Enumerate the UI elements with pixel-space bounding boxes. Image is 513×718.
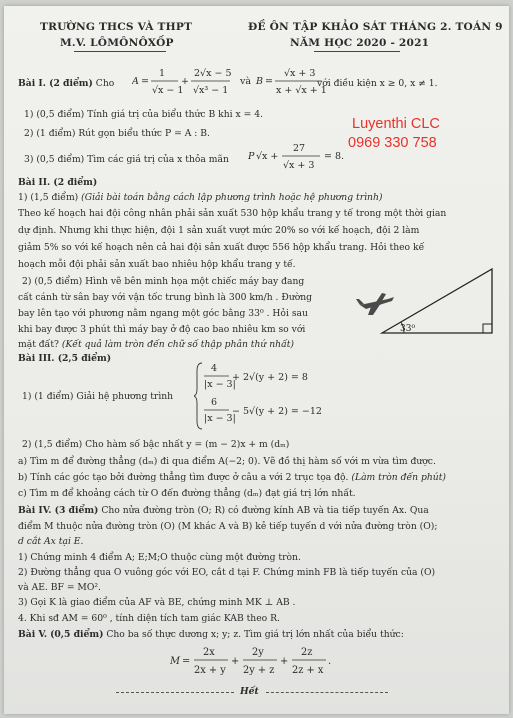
svg-text:2y: 2y — [252, 647, 264, 658]
bai3-qb — [18, 472, 446, 484]
bai4-line1: Cho nửa đường tròn (O; R) có đường kính AB và tia tiếp tuyến Ax. Qua — [101, 505, 429, 516]
bai1-q3-text: 3) (0,5 điểm) Tìm các giá trị của x thỏa mãn — [24, 154, 229, 165]
svg-text:− 5√(y + 2) = −12: − 5√(y + 2) = −12 — [232, 406, 322, 417]
bai1-q3-formula — [248, 138, 348, 174]
bai5-text: Cho ba số thực dương x; y; z. Tìm giá trị lớn nhất của biểu thức: — [106, 629, 404, 640]
header-underline-right — [314, 51, 400, 52]
system-brace — [194, 363, 202, 429]
bai4-q2a: 2) Đường thẳng qua O vuông góc với EO, cắt d tại F. Chứng minh FB là tiếp tuyến của (O) — [18, 567, 436, 578]
exam-title: ĐỀ ÔN TẬP KHẢO SÁT THÁNG 2. TOÁN 9 — [248, 21, 503, 33]
bai2-p1-line2: dự định. Nhưng khi thực hiện, đội 1 sản xuất vượt mức 20% so với kế hoạch, đội 2 làm — [18, 225, 420, 236]
bai4-q1: 1) Chứng minh 4 điểm A; E;M;O thuộc cùng một đường tròn. — [18, 552, 301, 563]
bai1-q1: 1) (0,5 điểm) Tính giá trị của biểu thức B khi x = 4. — [24, 109, 264, 120]
bai3-equation-system — [194, 359, 344, 433]
bai2-p1-line1: Theo kế hoạch hai đội công nhân phải sản xuất 530 hộp khẩu trang y tế trong một thời gian — [18, 208, 447, 219]
svg-text:|x − 3|: |x − 3| — [204, 379, 236, 390]
bai2-p1-line4: hoạch mỗi đội phải sản xuất bao nhiêu hộp khẩu trang y tế. — [18, 259, 296, 270]
bai2-p1-line3: giảm 5% so với kế hoạch nên cả hai đội sản xuất được 556 hộp khẩu trang. Hỏi theo kế — [18, 242, 425, 253]
svg-text:|x − 3|: |x − 3| — [204, 413, 236, 424]
bai1-q2: 2) (1 điểm) Rút gọn biểu thức P = A : B. — [24, 128, 210, 139]
angle-label: 33⁰ — [400, 324, 416, 334]
right-angle-mark — [483, 324, 492, 333]
svg-text:.: . — [328, 656, 332, 667]
bai5-row — [18, 629, 404, 641]
school-year: NĂM HỌC 2020 - 2021 — [290, 37, 430, 49]
bai2-p1-label: 1) (1,5 điểm) — [18, 192, 79, 203]
bai3-qc: c) Tìm m để khoảng cách từ O đến đường thẳng (dₘ) đạt giá trị lớn nhất. — [18, 488, 356, 499]
school-name-line2: M.V. LÔMÔNÔXỐP — [60, 37, 174, 49]
bai1-heading: Bài I. (2 điểm) — [18, 78, 93, 89]
bai5-formula-M — [170, 642, 360, 680]
svg-text:M: M — [170, 656, 181, 667]
end-mark: Hết — [240, 686, 259, 697]
airplane-triangle-figure — [354, 261, 504, 341]
footer-dash-right — [266, 692, 388, 693]
footer-dash-left — [116, 692, 234, 693]
svg-text:P: P — [248, 151, 255, 162]
bai3-q1-text: 1) (1 điểm) Giải hệ phương trình — [22, 391, 174, 402]
bai2-p2-note: (Kết quả làm tròn đến chữ số thập phân thứ nhất) — [61, 339, 294, 350]
bai5-heading: Bài V. — [18, 629, 48, 640]
bai4-line2: điểm M thuộc nửa đường tròn (O) (M khác A và B) kẻ tiếp tuyến d với nửa đường tròn (O); — [18, 521, 438, 532]
bai1-and: và — [240, 76, 252, 87]
svg-text:= 8.: = 8. — [324, 151, 345, 162]
airplane-icon — [356, 293, 394, 315]
triangle-shape — [382, 269, 492, 333]
bai4-q2b: và AE. BF = MO². — [18, 582, 101, 593]
svg-text:+: + — [181, 76, 189, 87]
svg-text:+: + — [280, 656, 289, 667]
svg-text:4: 4 — [211, 363, 218, 374]
bai4-heading: Bài IV. (3 điểm) — [18, 505, 99, 516]
bai3-qb-text: b) Tính các góc tạo bởi đường thẳng tìm được ở câu a với 2 trục tọa độ. — [18, 472, 349, 483]
svg-text:+: + — [231, 656, 240, 667]
bai2-p1-header — [18, 192, 382, 204]
svg-text:2z: 2z — [301, 647, 313, 658]
bai2-heading: Bài II. (2 điểm) — [18, 177, 98, 188]
bai2-p2-line3: bay lên tạo với phương nằm ngang một góc bằng 33⁰ . Hỏi sau — [18, 308, 308, 319]
bai3-qa: a) Tìm m để đường thẳng (dₘ) đi qua điểm A(−2; 0). Vẽ đồ thị hàm số với m vừa tìm được. — [18, 456, 436, 467]
svg-text:=: = — [141, 76, 149, 87]
bai4-q3: 3) Gọi K là giao điểm của AF và BE, chứng minh MK ⊥ AB . — [18, 597, 296, 608]
bai2-p1-note: (Giải bài toán bằng cách lập phương trình hoặc hệ phương trình) — [81, 192, 383, 203]
bai3-q2-text: 2) (1,5 điểm) Cho hàm số bậc nhất y = (m − 2)x + m (dₘ) — [22, 439, 290, 450]
header-underline-left — [74, 51, 166, 52]
svg-text:=: = — [182, 656, 191, 667]
bai4-q4: 4. Khi sđ AM = 60⁰ , tính diện tích tam giác KAB theo R. — [18, 613, 280, 624]
svg-text:2x + y: 2x + y — [194, 665, 226, 676]
svg-text:√x − 1: √x − 1 — [152, 85, 184, 96]
bai1-intro: Cho — [95, 78, 115, 89]
svg-text:6: 6 — [211, 397, 218, 408]
bai3-qb-note: (Làm tròn đến phút) — [351, 472, 447, 483]
svg-text:+ 2√(y + 2) = 8: + 2√(y + 2) = 8 — [232, 372, 308, 383]
school-name-line1: TRƯỜNG THCS VÀ THPT — [40, 21, 193, 33]
bai2-p2-line4: khi bay được 3 phút thì máy bay ở độ cao bao nhiêu km so với — [18, 324, 306, 335]
svg-text:27: 27 — [293, 143, 306, 154]
svg-text:2√x − 5: 2√x − 5 — [194, 68, 232, 79]
bai5-points: (0,5 điểm) — [50, 629, 104, 640]
svg-text:√x + 3: √x + 3 — [283, 160, 315, 171]
exam-paper — [4, 6, 509, 714]
watermark-phone: 0969 330 758 — [348, 135, 437, 151]
svg-text:A: A — [132, 76, 139, 87]
svg-text:√x + 3: √x + 3 — [284, 68, 316, 79]
bai2-p2-line5a: mặt đất? — [18, 339, 59, 350]
bai3-heading: Bài III. (2,5 điểm) — [18, 353, 112, 364]
bai2-p2-line1: 2) (0,5 điểm) Hình vẽ bên minh họa một chiếc máy bay đang — [22, 276, 305, 287]
svg-text:2z + x: 2z + x — [292, 665, 324, 676]
svg-text:1: 1 — [159, 68, 166, 79]
svg-text:=: = — [265, 76, 273, 87]
bai2-p2-line2: cất cánh từ sân bay với vận tốc trung bình là 300 km/h . Đường — [18, 292, 313, 303]
svg-text:√x +: √x + — [256, 151, 279, 162]
bai4-line3: d cắt Ax tại E. — [18, 536, 84, 547]
svg-text:2y + z: 2y + z — [243, 665, 275, 676]
svg-text:√x³ − 1: √x³ − 1 — [193, 85, 229, 96]
bai1-intro-line — [18, 78, 114, 90]
bai4-line1-row — [18, 505, 429, 517]
svg-text:B: B — [256, 76, 263, 87]
svg-text:2x: 2x — [203, 647, 215, 658]
watermark-brand: Luyenthi CLC — [352, 116, 440, 132]
bai2-p2-line5 — [18, 339, 294, 351]
bai1-condition: với điều kiện x ≥ 0, x ≠ 1. — [317, 78, 438, 89]
svg-text:x + √x + 1: x + √x + 1 — [276, 85, 327, 96]
